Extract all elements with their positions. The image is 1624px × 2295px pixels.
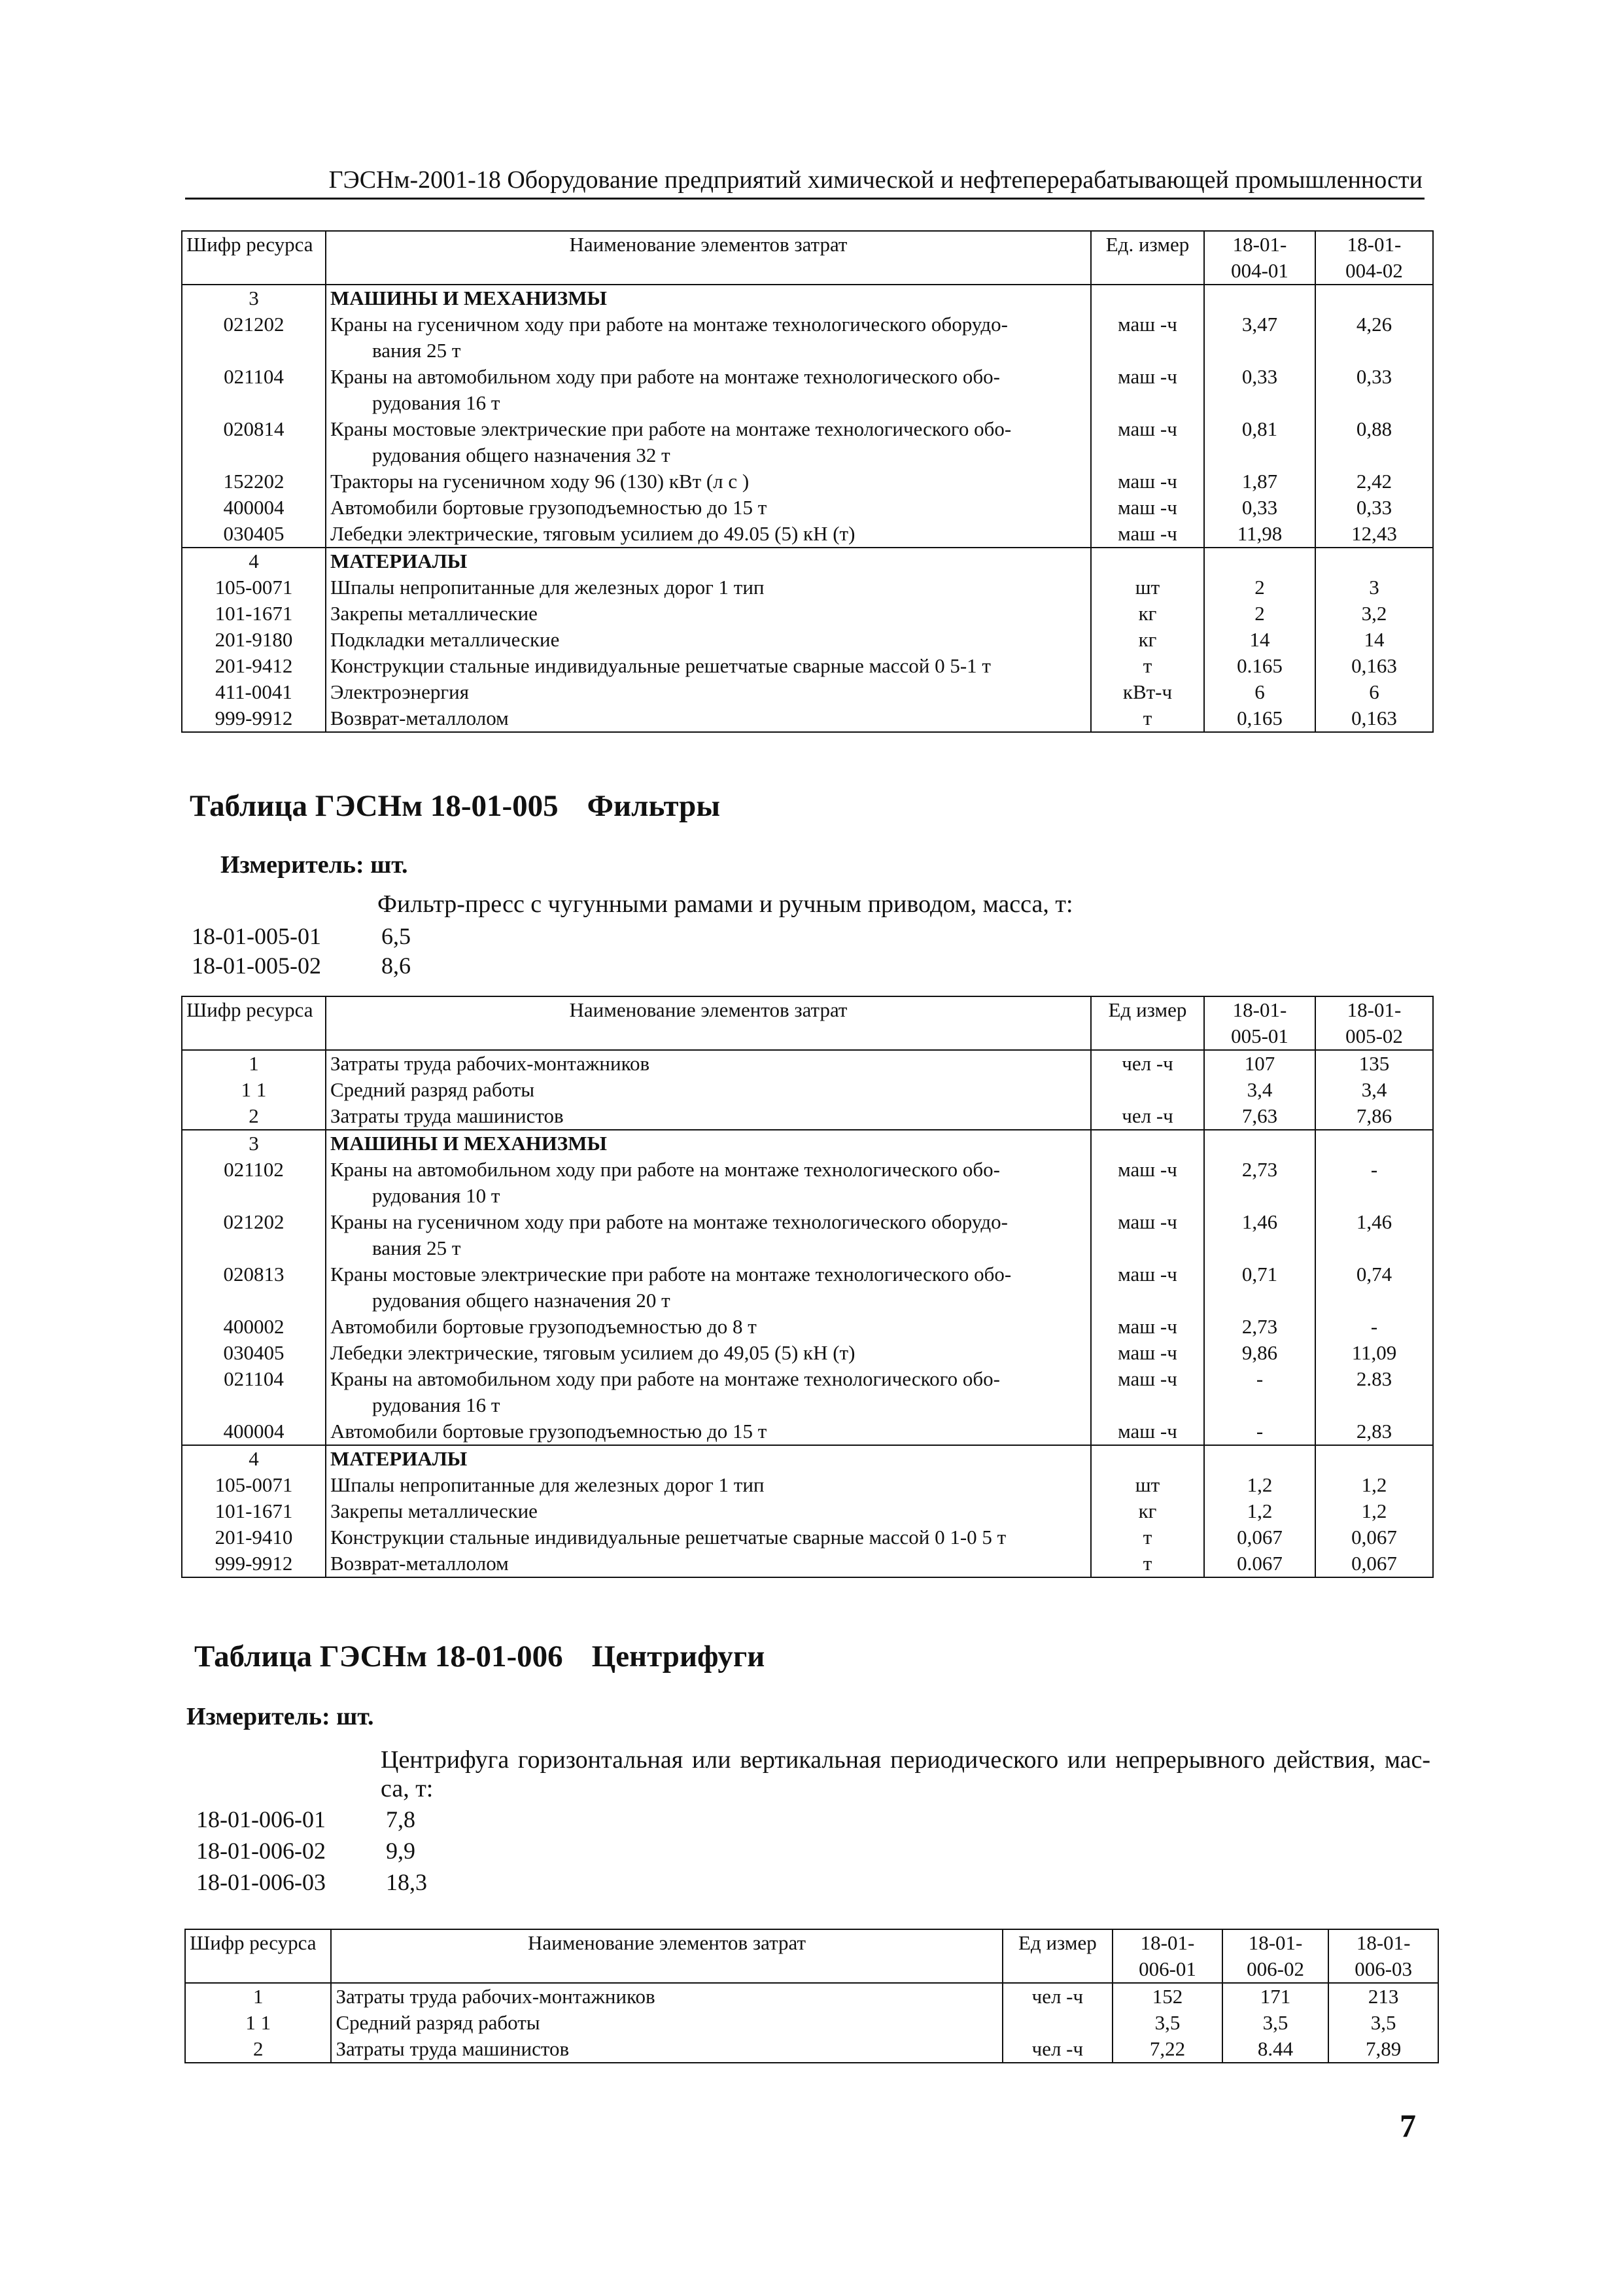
table-header-row xyxy=(182,231,1433,285)
section-title: МАШИНЫ И МЕХАНИЗМЫ xyxy=(326,285,1091,311)
section-row xyxy=(182,1445,1433,1472)
resource-code: 020814 xyxy=(182,416,326,468)
empty-cell xyxy=(1315,285,1433,311)
section-row xyxy=(182,548,1433,574)
norm-value: - xyxy=(1315,1314,1433,1340)
empty-cell xyxy=(1315,548,1433,574)
resource-name-text: Автомобили бортовые грузоподъемностью до 15 т xyxy=(330,1420,767,1443)
resource-unit: маш -ч xyxy=(1091,1157,1204,1209)
empty-cell xyxy=(1204,285,1315,311)
norm-value: - xyxy=(1204,1366,1315,1418)
norm-value: 14 xyxy=(1315,627,1433,653)
resource-unit: маш -ч xyxy=(1091,1261,1204,1314)
table-row xyxy=(182,705,1433,732)
header-code: Шифр ресурса xyxy=(182,231,326,285)
item-code: 18-01-006-01 xyxy=(196,1806,326,1832)
resource-name-text: Краны мостовые электрические при работе на монтаже технологического обо- xyxy=(330,417,1012,440)
resource-unit: кг xyxy=(1091,1498,1204,1524)
resource-unit: маш -ч xyxy=(1091,468,1204,495)
table-row xyxy=(182,1050,1433,1077)
resource-name-text: Затраты труда машинистов xyxy=(330,1104,564,1127)
resource-name-text: Лебедки электрические, тяговым усилием до 49.05 (5) кН (т) xyxy=(330,522,855,545)
resource-code: 105-0071 xyxy=(182,574,326,601)
item-code-row xyxy=(192,952,411,979)
resource-table-004 xyxy=(181,230,1434,733)
empty-cell xyxy=(1204,1445,1315,1472)
resource-name-text: Шпалы непропитанные для железных дорог 1 тип xyxy=(330,1473,765,1496)
header-unit: Ед измер xyxy=(1003,1929,1113,1983)
header-norm-code: 18-01- 005-01 xyxy=(1204,996,1315,1050)
table-row xyxy=(182,1340,1433,1366)
norm-value: 7,89 xyxy=(1328,2036,1438,2063)
section-title: МАШИНЫ И МЕХАНИЗМЫ xyxy=(326,1130,1091,1157)
section-code: 3 xyxy=(182,1130,326,1157)
header-unit: Ед измер xyxy=(1091,996,1204,1050)
resource-name xyxy=(326,468,1091,495)
table-title-code: Таблица ГЭСНм 18-01-005 xyxy=(190,789,559,823)
resource-name xyxy=(326,416,1091,468)
resource-name-continuation: вания 25 т xyxy=(372,1236,461,1259)
resource-code: 999-9912 xyxy=(182,705,326,732)
table-row xyxy=(182,1418,1433,1445)
resource-unit: чел -ч xyxy=(1091,1103,1204,1130)
empty-cell xyxy=(1091,1445,1204,1472)
norm-value: - xyxy=(1204,1418,1315,1445)
norm-value: 3,47 xyxy=(1204,311,1315,364)
section-code: 4 xyxy=(182,548,326,574)
norm-value: 0,81 xyxy=(1204,416,1315,468)
resource-name-continuation: рудования общего назначения 32 т xyxy=(372,444,670,466)
resource-unit xyxy=(1003,2010,1113,2036)
norm-value: 2 xyxy=(1204,601,1315,627)
resource-name-text: Затраты труда рабочих-монтажников xyxy=(330,1052,650,1075)
resource-name-text: Краны на гусеничном ходу при работе на монтаже технологического оборудо- xyxy=(330,313,1008,336)
resource-code: 021102 xyxy=(182,1157,326,1209)
norm-value: 0.067 xyxy=(1204,1550,1315,1577)
section-row xyxy=(182,285,1433,311)
norm-value: 3,4 xyxy=(1315,1077,1433,1103)
page-number: 7 xyxy=(1400,2107,1416,2144)
resource-name-continuation: рудования 16 т xyxy=(372,1393,500,1416)
resource-code: 1 xyxy=(185,1983,331,2010)
resource-code: 400004 xyxy=(182,1418,326,1445)
resource-name-text: Конструкции стальные индивидуальные решетчатые сварные массой 0 1-0 5 т xyxy=(330,1526,1007,1549)
norm-value: 0,163 xyxy=(1315,705,1433,732)
table-header-row xyxy=(185,1929,1438,1983)
section-code: 3 xyxy=(182,285,326,311)
resource-code: 2 xyxy=(185,2036,331,2063)
table-row xyxy=(182,679,1433,705)
norm-value: 1,2 xyxy=(1204,1498,1315,1524)
resource-unit: маш -ч xyxy=(1091,416,1204,468)
resource-name xyxy=(326,1524,1091,1550)
table-row xyxy=(182,1498,1433,1524)
resource-name-text: Краны на автомобильном ходу при работе на монтаже технологического обо- xyxy=(330,1158,1000,1181)
norm-value: 0,74 xyxy=(1315,1261,1433,1314)
norm-value: 1,46 xyxy=(1315,1209,1433,1261)
table-row xyxy=(182,1209,1433,1261)
empty-cell xyxy=(1315,1445,1433,1472)
resource-unit: чел -ч xyxy=(1091,1050,1204,1077)
table-row xyxy=(182,495,1433,521)
resource-name-text: Средний разряд работы xyxy=(336,2011,540,2034)
norm-value: 11,98 xyxy=(1204,521,1315,548)
resource-name xyxy=(326,1261,1091,1314)
norm-value: 3,4 xyxy=(1204,1077,1315,1103)
norm-value: 14 xyxy=(1204,627,1315,653)
norm-value: 0.165 xyxy=(1204,653,1315,679)
resource-unit: шт xyxy=(1091,1472,1204,1498)
resource-name-text: Закрепы металлические xyxy=(330,1499,538,1522)
norm-value: 0,88 xyxy=(1315,416,1433,468)
resource-unit: маш -ч xyxy=(1091,1314,1204,1340)
resource-name-text: Подкладки металлические xyxy=(330,628,560,651)
table-row xyxy=(182,601,1433,627)
header-norm-code: 18-01- 006-02 xyxy=(1222,1929,1329,1983)
resource-name xyxy=(326,1157,1091,1209)
norm-value: 2,83 xyxy=(1315,1418,1433,1445)
resource-code: 021104 xyxy=(182,364,326,416)
resource-code: 020813 xyxy=(182,1261,326,1314)
norm-value: 1,46 xyxy=(1204,1209,1315,1261)
norm-value: 0,067 xyxy=(1204,1524,1315,1550)
resource-unit: кг xyxy=(1091,627,1204,653)
table-row xyxy=(182,416,1433,468)
resource-name-text: Затраты труда машинистов xyxy=(336,2037,570,2060)
norm-value: 2,73 xyxy=(1204,1157,1315,1209)
resource-code: 999-9912 xyxy=(182,1550,326,1577)
resource-name xyxy=(331,2010,1002,2036)
resource-code: 101-1671 xyxy=(182,1498,326,1524)
resource-name xyxy=(326,601,1091,627)
resource-code: 1 xyxy=(182,1050,326,1077)
table-title-005 xyxy=(190,788,720,824)
resource-name-text: Краны на гусеничном ходу при работе на монтаже технологического оборудо- xyxy=(330,1210,1008,1233)
resource-unit: чел -ч xyxy=(1003,1983,1113,2010)
table-row xyxy=(182,311,1433,364)
table-title-006 xyxy=(194,1639,765,1674)
header-divider xyxy=(185,198,1425,200)
table-row xyxy=(182,1077,1433,1103)
norm-value: 6 xyxy=(1315,679,1433,705)
resource-unit: маш -ч xyxy=(1091,1366,1204,1418)
resource-unit: шт xyxy=(1091,574,1204,601)
resource-code: 105-0071 xyxy=(182,1472,326,1498)
resource-unit: т xyxy=(1091,1524,1204,1550)
table-row xyxy=(182,1103,1433,1130)
resource-name-continuation: рудования 10 т xyxy=(372,1184,500,1207)
resource-name xyxy=(326,1418,1091,1445)
resource-name xyxy=(326,679,1091,705)
resource-code: 201-9180 xyxy=(182,627,326,653)
resource-unit: маш -ч xyxy=(1091,1209,1204,1261)
item-code: 18-01-005-02 xyxy=(192,953,321,979)
table-header-row xyxy=(182,996,1433,1050)
table-row xyxy=(182,521,1433,548)
norm-value: 12,43 xyxy=(1315,521,1433,548)
norm-value: 3,5 xyxy=(1113,2010,1222,2036)
resource-code: 411-0041 xyxy=(182,679,326,705)
resource-unit: т xyxy=(1091,653,1204,679)
norm-value: 2,73 xyxy=(1204,1314,1315,1340)
norm-value: 3,5 xyxy=(1328,2010,1438,2036)
resource-unit: маш -ч xyxy=(1091,364,1204,416)
item-code-row xyxy=(196,1806,415,1833)
resource-name xyxy=(331,2036,1002,2063)
resource-name xyxy=(326,495,1091,521)
table-row xyxy=(182,1261,1433,1314)
resource-unit: т xyxy=(1091,705,1204,732)
norm-value: 6 xyxy=(1204,679,1315,705)
table-row xyxy=(185,2010,1438,2036)
resource-name-text: Шпалы непропитанные для железных дорог 1 тип xyxy=(330,576,765,599)
resource-name-continuation: рудования 16 т xyxy=(372,391,500,414)
table-row xyxy=(182,1524,1433,1550)
resource-name-text: Автомобили бортовые грузоподъемностью до 8 т xyxy=(330,1315,757,1338)
norm-value: 0,33 xyxy=(1204,364,1315,416)
resource-name-continuation: рудования общего назначения 20 т xyxy=(372,1289,670,1312)
resource-unit: чел -ч xyxy=(1003,2036,1113,2063)
norm-value: 0,71 xyxy=(1204,1261,1315,1314)
norm-value: 7,22 xyxy=(1113,2036,1222,2063)
item-value: 6,5 xyxy=(381,923,411,949)
norm-value: 0,067 xyxy=(1315,1550,1433,1577)
item-value: 8,6 xyxy=(381,953,411,979)
norm-value: 0,165 xyxy=(1204,705,1315,732)
item-code: 18-01-006-03 xyxy=(196,1869,326,1895)
item-code: 18-01-005-01 xyxy=(192,923,321,949)
norm-value: 1,2 xyxy=(1315,1498,1433,1524)
table-title-code: Таблица ГЭСНм 18-01-006 xyxy=(194,1639,563,1673)
resource-name xyxy=(326,574,1091,601)
norm-value: 1,2 xyxy=(1204,1472,1315,1498)
header-norm-code: 18-01- 006-01 xyxy=(1113,1929,1222,1983)
table-row xyxy=(182,468,1433,495)
table-row xyxy=(182,1366,1433,1418)
norm-value: 2 xyxy=(1204,574,1315,601)
resource-name xyxy=(326,1498,1091,1524)
resource-name xyxy=(326,1340,1091,1366)
norm-value: 3,2 xyxy=(1315,601,1433,627)
resource-name xyxy=(326,364,1091,416)
running-header: ГЭСНм-2001-18 Оборудование предприятий химической и нефтеперерабатывающей промышленности xyxy=(328,166,1423,194)
table-row xyxy=(182,364,1433,416)
resource-code: 201-9410 xyxy=(182,1524,326,1550)
norm-value: 2,42 xyxy=(1315,468,1433,495)
norm-value: 135 xyxy=(1315,1050,1433,1077)
norm-value: 1,87 xyxy=(1204,468,1315,495)
resource-code: 021202 xyxy=(182,311,326,364)
header-name: Наименование элементов затрат xyxy=(326,231,1091,285)
empty-cell xyxy=(1315,1130,1433,1157)
section-title: МАТЕРИАЛЫ xyxy=(326,548,1091,574)
norm-value: - xyxy=(1315,1157,1433,1209)
resource-name xyxy=(326,521,1091,548)
resource-name-text: Краны на автомобильном ходу при работе на монтаже технологического обо- xyxy=(330,365,1000,388)
resource-name-text: Возврат-металлолом xyxy=(330,1552,509,1575)
norm-value: 11,09 xyxy=(1315,1340,1433,1366)
header-norm-code: 18-01- 004-02 xyxy=(1315,231,1433,285)
norm-value: 0,067 xyxy=(1315,1524,1433,1550)
norm-value: 171 xyxy=(1222,1983,1329,2010)
resource-unit: маш -ч xyxy=(1091,521,1204,548)
item-code-row xyxy=(196,1868,427,1896)
resource-name-text: Средний разряд работы xyxy=(330,1078,535,1101)
table-row xyxy=(182,1157,1433,1209)
header-unit: Ед. измер xyxy=(1091,231,1204,285)
header-norm-code: 18-01- 004-01 xyxy=(1204,231,1315,285)
resource-name xyxy=(331,1983,1002,2010)
resource-name-text: Лебедки электрические, тяговым усилием до 49,05 (5) кН (т) xyxy=(330,1341,855,1364)
norm-value: 8.44 xyxy=(1222,2036,1329,2063)
resource-unit: маш -ч xyxy=(1091,1418,1204,1445)
section-title: МАТЕРИАЛЫ xyxy=(326,1445,1091,1472)
table-title-name: Фильтры xyxy=(587,789,721,823)
resource-name-text: Закрепы металлические xyxy=(330,602,538,625)
resource-unit: кВт-ч xyxy=(1091,679,1204,705)
resource-code: 2 xyxy=(182,1103,326,1130)
norm-value: 2.83 xyxy=(1315,1366,1433,1418)
table-row xyxy=(185,2036,1438,2063)
norm-value: 1,2 xyxy=(1315,1472,1433,1498)
norm-value: 7,86 xyxy=(1315,1103,1433,1130)
table-title-name: Центрифуги xyxy=(591,1639,765,1673)
header-name: Наименование элементов затрат xyxy=(331,1929,1002,1983)
item-value: 18,3 xyxy=(386,1869,427,1895)
resource-code: 400002 xyxy=(182,1314,326,1340)
resource-name-continuation: вания 25 т xyxy=(372,339,461,362)
item-value: 9,9 xyxy=(386,1838,415,1864)
resource-name xyxy=(326,1209,1091,1261)
resource-name xyxy=(326,1050,1091,1077)
measure-label: Измеритель: шт. xyxy=(186,1703,374,1730)
resource-name xyxy=(326,311,1091,364)
resource-code: 201-9412 xyxy=(182,653,326,679)
resource-name-text: Тракторы на гусеничном ходу 96 (130) кВт (л с ) xyxy=(330,470,750,493)
table-row xyxy=(182,627,1433,653)
norm-value: 4,26 xyxy=(1315,311,1433,364)
resource-name xyxy=(326,1472,1091,1498)
table-row xyxy=(182,1472,1433,1498)
resource-code: 1 1 xyxy=(185,2010,331,2036)
resource-name-text: Конструкции стальные индивидуальные решетчатые сварные массой 0 5-1 т xyxy=(330,654,991,677)
norm-value: 3,5 xyxy=(1222,2010,1329,2036)
resource-unit: маш -ч xyxy=(1091,311,1204,364)
resource-name-text: Краны мостовые электрические при работе на монтаже технологического обо- xyxy=(330,1263,1012,1286)
empty-cell xyxy=(1204,1130,1315,1157)
norm-value: 107 xyxy=(1204,1050,1315,1077)
resource-name xyxy=(326,1077,1091,1103)
resource-table-005 xyxy=(181,996,1434,1578)
section-code: 4 xyxy=(182,1445,326,1472)
item-code: 18-01-006-02 xyxy=(196,1838,326,1864)
table-row xyxy=(182,1314,1433,1340)
resource-code: 030405 xyxy=(182,1340,326,1366)
norm-value: 213 xyxy=(1328,1983,1438,2010)
empty-cell xyxy=(1091,285,1204,311)
resource-unit: маш -ч xyxy=(1091,495,1204,521)
item-value: 7,8 xyxy=(386,1806,415,1832)
resource-name xyxy=(326,1550,1091,1577)
item-description: Центрифуга горизонтальная или вертикальная периодического или непрерывного действия, мас-са, т: xyxy=(381,1746,1430,1802)
resource-name xyxy=(326,1366,1091,1418)
resource-unit xyxy=(1091,1077,1204,1103)
measure-label: Измеритель: шт. xyxy=(220,851,408,879)
item-description: Фильтр-пресс с чугунными рамами и ручным приводом, масса, т: xyxy=(377,890,1073,918)
resource-unit: маш -ч xyxy=(1091,1340,1204,1366)
resource-name-text: Возврат-металлолом xyxy=(330,707,509,729)
header-code: Шифр ресурса xyxy=(182,996,326,1050)
resource-name xyxy=(326,1103,1091,1130)
resource-code: 400004 xyxy=(182,495,326,521)
resource-unit: кг xyxy=(1091,601,1204,627)
norm-value: 3 xyxy=(1315,574,1433,601)
resource-name-text: Электроэнергия xyxy=(330,680,469,703)
header-norm-code: 18-01- 005-02 xyxy=(1315,996,1433,1050)
norm-value: 0,163 xyxy=(1315,653,1433,679)
resource-code: 021104 xyxy=(182,1366,326,1418)
header-norm-code: 18-01- 006-03 xyxy=(1328,1929,1438,1983)
resource-name-text: Автомобили бортовые грузоподъемностью до 15 т xyxy=(330,496,767,519)
empty-cell xyxy=(1091,548,1204,574)
resource-code: 1 1 xyxy=(182,1077,326,1103)
resource-name-text: Краны на автомобильном ходу при работе на монтаже технологического обо- xyxy=(330,1367,1000,1390)
resource-name xyxy=(326,705,1091,732)
table-row xyxy=(182,1550,1433,1577)
empty-cell xyxy=(1091,1130,1204,1157)
resource-code: 101-1671 xyxy=(182,601,326,627)
table-row xyxy=(185,1983,1438,2010)
item-code-row xyxy=(192,922,411,950)
norm-value: 9,86 xyxy=(1204,1340,1315,1366)
resource-name xyxy=(326,653,1091,679)
empty-cell xyxy=(1204,548,1315,574)
resource-name xyxy=(326,627,1091,653)
norm-value: 152 xyxy=(1113,1983,1222,2010)
header-code: Шифр ресурса xyxy=(185,1929,331,1983)
norm-value: 0,33 xyxy=(1315,495,1433,521)
section-row xyxy=(182,1130,1433,1157)
table-row xyxy=(182,653,1433,679)
resource-unit: т xyxy=(1091,1550,1204,1577)
norm-value: 7,63 xyxy=(1204,1103,1315,1130)
resource-name-text: Затраты труда рабочих-монтажников xyxy=(336,1985,655,2008)
header-name: Наименование элементов затрат xyxy=(326,996,1091,1050)
resource-code: 030405 xyxy=(182,521,326,548)
resource-table-006 xyxy=(184,1929,1439,2063)
resource-name xyxy=(326,1314,1091,1340)
norm-value: 0,33 xyxy=(1315,364,1433,416)
item-code-row xyxy=(196,1837,415,1865)
table-row xyxy=(182,574,1433,601)
resource-code: 021202 xyxy=(182,1209,326,1261)
resource-code: 152202 xyxy=(182,468,326,495)
norm-value: 0,33 xyxy=(1204,495,1315,521)
